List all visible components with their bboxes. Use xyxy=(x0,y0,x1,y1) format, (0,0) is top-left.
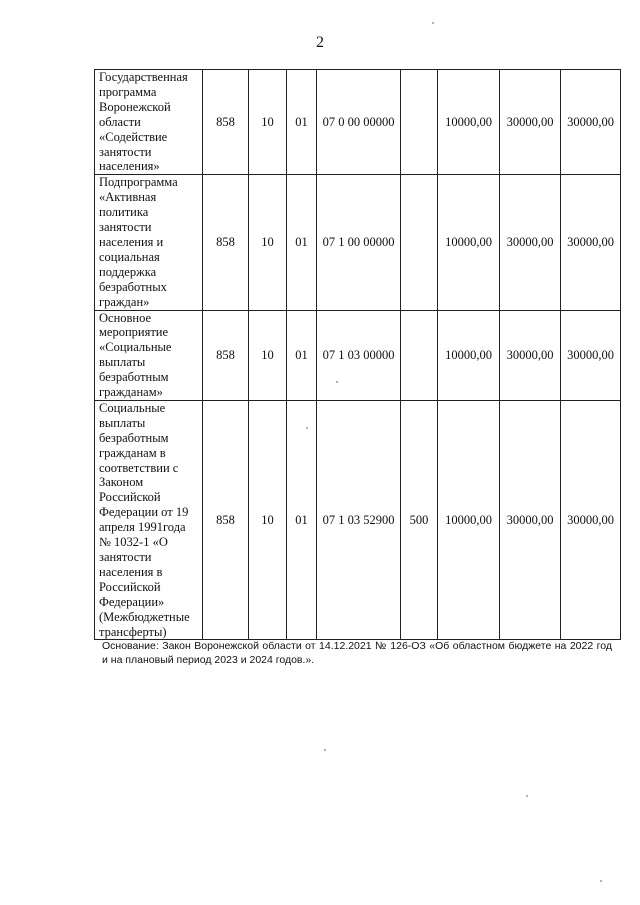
amount-2022-cell: 10000,00 xyxy=(438,70,500,175)
amount-2022-cell: 10000,00 xyxy=(438,400,500,640)
subprogram-name-cell: Подпрограмма «Активная политика занятости населения и социальная поддержка безработных граждан» xyxy=(95,175,203,310)
target-item-cell: 07 0 00 00000 xyxy=(317,70,401,175)
scan-speck xyxy=(306,427,308,429)
amount-2024-cell: 30000,00 xyxy=(561,310,621,400)
section-code-cell: 10 xyxy=(249,175,287,310)
expense-type-cell xyxy=(401,175,438,310)
ministry-code-cell: 858 xyxy=(203,400,249,640)
scan-speck xyxy=(600,880,602,882)
table-row xyxy=(95,400,621,640)
budget-table xyxy=(94,69,621,640)
section-code-cell: 10 xyxy=(249,70,287,175)
amount-2023-cell: 30000,00 xyxy=(500,175,561,310)
expense-type-cell: 500 xyxy=(401,400,438,640)
scan-speck xyxy=(432,22,434,24)
subsection-code-cell: 01 xyxy=(287,70,317,175)
ministry-code-cell: 858 xyxy=(203,175,249,310)
subsection-code-cell: 01 xyxy=(287,175,317,310)
legal-basis-note: Основание: Закон Воронежской области от 14.12.2021 № 126-ОЗ «Об областном бюджете на 2022 год и на плановый период 2023 и 2024 годов.». xyxy=(102,640,612,666)
payment-name-cell: Социальные выплаты безработным гражданам в соответствии с Законом Российской Федерации от 19 апреля 1991года № 1032-1 «О занятости населения в Российской Федерации» (Межбюджетные трансферты) xyxy=(95,400,203,640)
section-code-cell: 10 xyxy=(249,310,287,400)
program-name-cell: Государственная программа Воронежской области «Содействие занятости населения» xyxy=(95,70,203,175)
amount-2022-cell: 10000,00 xyxy=(438,310,500,400)
section-code-cell: 10 xyxy=(249,400,287,640)
subsection-code-cell: 01 xyxy=(287,400,317,640)
amount-2024-cell: 30000,00 xyxy=(561,70,621,175)
scan-speck xyxy=(336,381,338,383)
amount-2024-cell: 30000,00 xyxy=(561,400,621,640)
scan-speck xyxy=(526,795,528,797)
amount-2023-cell: 30000,00 xyxy=(500,310,561,400)
page-number: 2 xyxy=(316,34,324,51)
table-row xyxy=(95,310,621,400)
subsection-code-cell: 01 xyxy=(287,310,317,400)
ministry-code-cell: 858 xyxy=(203,310,249,400)
scan-speck xyxy=(324,749,326,751)
activity-name-cell: Основное мероприятие «Социальные выплаты безработным гражданам» xyxy=(95,310,203,400)
target-item-cell: 07 1 00 00000 xyxy=(317,175,401,310)
expense-type-cell xyxy=(401,70,438,175)
table-row xyxy=(95,175,621,310)
table-row xyxy=(95,70,621,175)
amount-2023-cell: 30000,00 xyxy=(500,400,561,640)
amount-2023-cell: 30000,00 xyxy=(500,70,561,175)
target-item-cell: 07 1 03 00000 xyxy=(317,310,401,400)
expense-type-cell xyxy=(401,310,438,400)
amount-2024-cell: 30000,00 xyxy=(561,175,621,310)
ministry-code-cell: 858 xyxy=(203,70,249,175)
amount-2022-cell: 10000,00 xyxy=(438,175,500,310)
target-item-cell: 07 1 03 52900 xyxy=(317,400,401,640)
